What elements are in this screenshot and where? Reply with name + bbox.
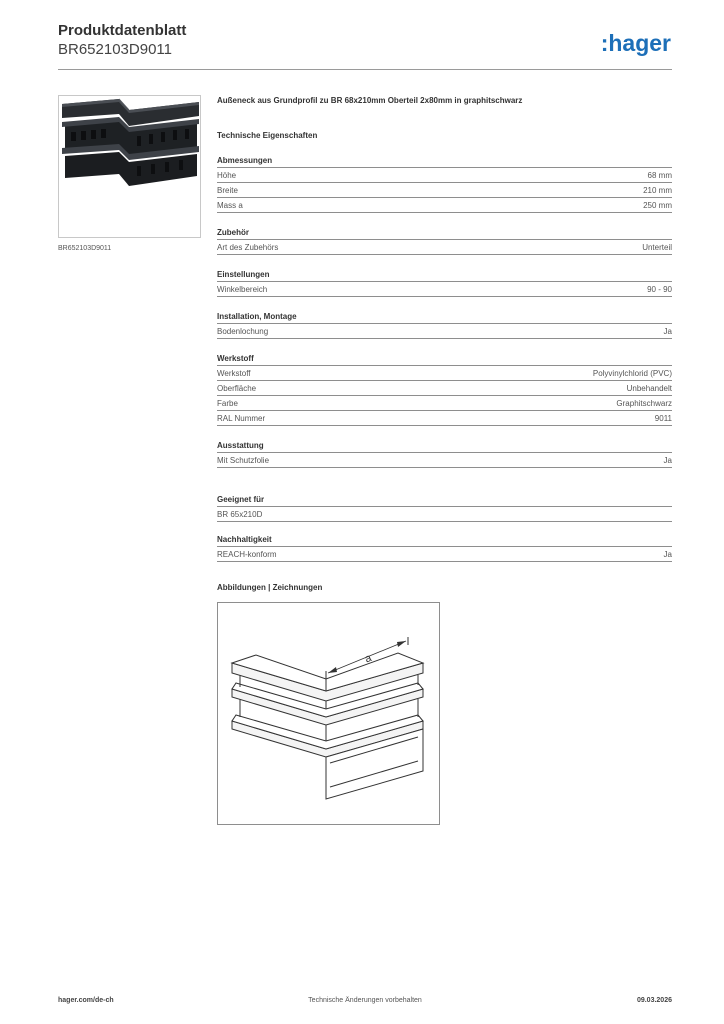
property-label: Höhe — [217, 171, 237, 180]
product-photo — [58, 95, 201, 238]
property-value: Ja — [663, 456, 672, 465]
page-footer — [58, 997, 672, 1009]
property-label: Art des Zubehörs — [217, 243, 279, 252]
group-title: Ausstattung — [217, 440, 672, 453]
property-row — [217, 411, 672, 426]
property-row — [217, 381, 672, 396]
property-label: REACH-konform — [217, 550, 277, 559]
property-value: 250 mm — [643, 201, 672, 210]
property-value: 90 - 90 — [647, 285, 672, 294]
product-details — [217, 95, 672, 825]
property-row — [217, 547, 672, 562]
product-title: Außeneck aus Grundprofil zu BR 68x210mm Oberteil 2x80mm in graphitschwarz — [217, 96, 523, 105]
group-settings — [217, 269, 672, 297]
property-label: Breite — [217, 186, 238, 195]
group-title: Geeignet für — [217, 494, 672, 507]
group-suitable-for — [217, 494, 672, 522]
group-title: Zubehör — [217, 227, 672, 240]
hager-logo — [590, 30, 672, 58]
group-sustainability — [217, 534, 672, 562]
group-title: Nachhaltigkeit — [217, 534, 672, 547]
technical-properties-heading: Technische Eigenschaften — [217, 131, 318, 140]
property-row — [217, 240, 672, 255]
page-header — [58, 22, 672, 70]
property-value: Ja — [663, 550, 672, 559]
property-label: Farbe — [217, 399, 238, 408]
document-type: Produktdatenblatt — [58, 22, 187, 39]
group-accessories — [217, 227, 672, 255]
property-label: Werkstoff — [217, 369, 251, 378]
property-row — [217, 453, 672, 468]
photo-caption: BR652103D9011 — [58, 245, 112, 252]
property-label: Winkelbereich — [217, 285, 268, 294]
group-equipment — [217, 440, 672, 468]
group-material — [217, 353, 672, 426]
property-label: Oberfläche — [217, 384, 257, 393]
dimension-a-label: a — [363, 652, 374, 666]
group-title: Installation, Montage — [217, 311, 672, 324]
property-label: Mit Schutzfolie — [217, 456, 270, 465]
property-row — [217, 168, 672, 183]
property-value: Graphitschwarz — [616, 399, 672, 408]
property-value: 9011 — [654, 414, 672, 423]
document-number: BR652103D9011 — [58, 41, 172, 58]
property-row — [217, 183, 672, 198]
product-photo-image — [59, 96, 200, 237]
group-dimensions — [217, 155, 672, 213]
drawings-heading: Abbildungen | Zeichnungen — [217, 583, 323, 592]
technical-drawing — [217, 602, 440, 825]
footer-date: 09.03.2026 — [636, 997, 672, 1004]
outer-corner-drawing — [218, 603, 439, 824]
property-row — [217, 282, 672, 297]
property-label: Bodenlochung — [217, 327, 269, 336]
footer-website[interactable]: hager.com/de-ch — [58, 997, 114, 1004]
property-row — [217, 507, 672, 522]
property-value: Unbehandelt — [626, 384, 672, 393]
property-row — [217, 396, 672, 411]
group-title: Abmessungen — [217, 155, 672, 168]
property-value: Polyvinylchlorid (PVC) — [592, 369, 672, 378]
footer-notice: Technische Änderungen vorbehalten — [308, 997, 422, 1004]
property-value: Ja — [663, 327, 672, 336]
logo-text: :hager — [600, 30, 671, 56]
group-installation — [217, 311, 672, 339]
property-label: RAL Nummer — [217, 414, 266, 423]
property-label: Mass a — [217, 201, 243, 210]
property-row — [217, 324, 672, 339]
property-label: BR 65x210D — [217, 510, 263, 519]
property-row — [217, 366, 672, 381]
group-title: Einstellungen — [217, 269, 672, 282]
group-title: Werkstoff — [217, 353, 672, 366]
property-value: 68 mm — [647, 171, 672, 180]
property-value: Unterteil — [642, 243, 672, 252]
property-value: 210 mm — [643, 186, 672, 195]
property-row — [217, 198, 672, 213]
